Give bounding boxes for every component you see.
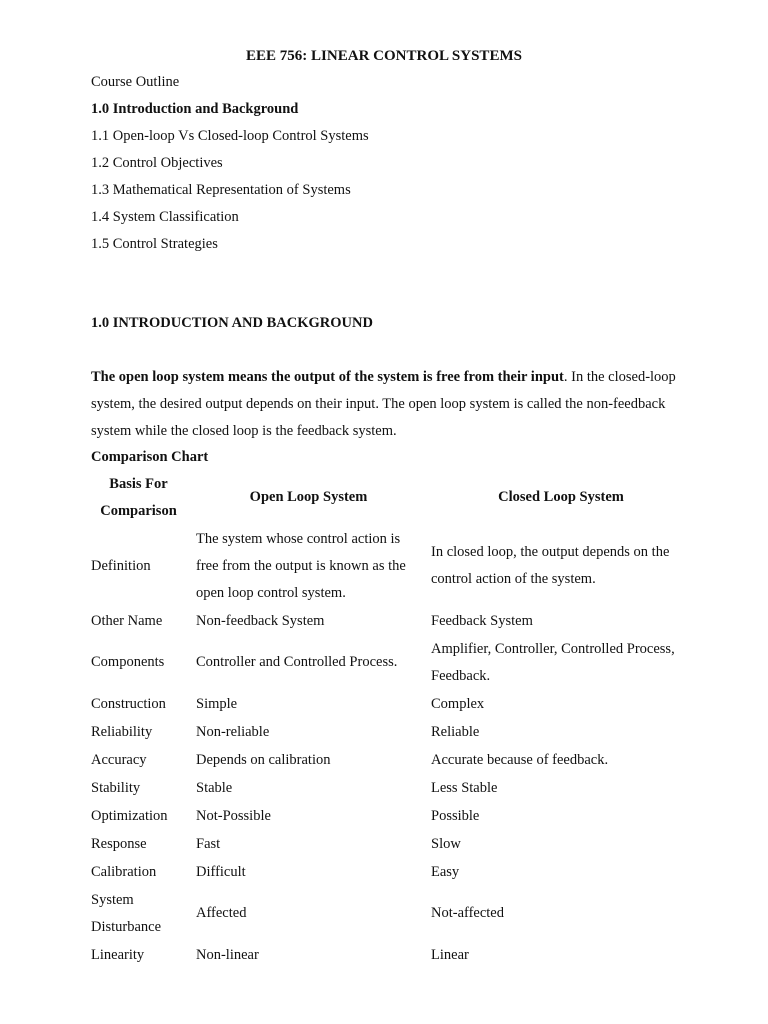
header-closed-loop: Closed Loop System	[498, 489, 624, 505]
table-row	[86, 886, 696, 941]
table-cell: Construction	[91, 695, 166, 712]
table-cell: Simple	[196, 695, 238, 712]
table-cell: Slow	[431, 835, 461, 852]
outline-item: 1.1 Open-loop Vs Closed-loop Control Systems	[91, 128, 369, 144]
intro-text: . In the closed-loop system, the desired output depends on their input. The open loop system is called the non-feedback system while the closed loop is the feedback system.	[91, 369, 676, 439]
table-cell: Difficult	[196, 863, 246, 880]
table-row	[86, 774, 696, 802]
outline-label: Course Outline	[91, 74, 180, 90]
table-cell: System Disturbance	[91, 891, 162, 935]
table-row	[86, 858, 696, 886]
comparison-chart-title: Comparison Chart	[91, 449, 209, 465]
table-cell: Controller and Controlled Process.	[196, 654, 398, 670]
table-cell: Reliable	[431, 723, 480, 740]
intro-bold-text: The open loop system means the output of the system is free from their input	[91, 369, 564, 385]
table-cell: Other Name	[91, 612, 163, 629]
table-header-row	[86, 470, 696, 525]
table-cell: Stability	[91, 779, 141, 796]
table-cell: Reliability	[91, 723, 153, 740]
table-cell: Non-feedback System	[196, 612, 325, 629]
outline-item: 1.2 Control Objectives	[91, 155, 223, 171]
table-cell: Non-reliable	[196, 723, 270, 740]
table-cell: Stable	[196, 779, 233, 796]
outline-item: 1.4 System Classification	[91, 209, 239, 225]
table-cell: Calibration	[91, 863, 157, 880]
table-cell: Amplifier, Controller, Controlled Process, Feedback.	[431, 640, 675, 684]
table-cell: Fast	[196, 835, 221, 852]
table-cell: Linearity	[91, 946, 145, 963]
table-cell: Non-linear	[196, 946, 259, 963]
table-row	[86, 941, 696, 969]
table-cell: Less Stable	[431, 779, 498, 796]
table-row	[86, 635, 696, 690]
table-cell: Accuracy	[91, 751, 147, 768]
table-row	[86, 802, 696, 830]
table-cell: Optimization	[91, 807, 168, 824]
table-cell: The system whose control action is free from the output is known as the open loop control system.	[196, 530, 406, 601]
table-cell: Not-Possible	[196, 807, 271, 824]
table-row	[86, 690, 696, 718]
table-cell: In closed loop, the output depends on the control action of the system.	[431, 544, 670, 587]
table-cell: Complex	[431, 695, 485, 712]
table-row	[86, 525, 696, 607]
table-cell: Components	[91, 654, 165, 670]
table-cell: Affected	[196, 905, 247, 921]
table-row	[86, 746, 696, 774]
section-heading: 1.0 INTRODUCTION AND BACKGROUND	[91, 315, 373, 331]
header-basis: Basis For Comparison	[100, 475, 177, 519]
table-row	[86, 607, 696, 635]
table-cell: Not-affected	[431, 905, 504, 921]
table-row	[86, 718, 696, 746]
table-cell: Feedback System	[431, 612, 533, 629]
course-outline	[91, 70, 691, 259]
table-cell: Depends on calibration	[196, 751, 331, 768]
comparison-table	[86, 470, 696, 969]
table-row	[86, 830, 696, 858]
table-cell: Possible	[431, 807, 480, 824]
outline-item: 1.3 Mathematical Representation of Systems	[91, 182, 351, 198]
document-title: EEE 756: LINEAR CONTROL SYSTEMS	[246, 48, 522, 64]
table-cell: Easy	[431, 863, 460, 880]
table-cell: Definition	[91, 557, 151, 574]
outline-item: 1.5 Control Strategies	[91, 236, 218, 252]
table-cell: Linear	[431, 946, 469, 963]
header-open-loop: Open Loop System	[249, 489, 368, 505]
intro-paragraph	[91, 364, 681, 445]
table-cell: Response	[91, 835, 147, 852]
outline-item: 1.0 Introduction and Background	[91, 101, 299, 117]
table-cell: Accurate because of feedback.	[431, 751, 609, 768]
